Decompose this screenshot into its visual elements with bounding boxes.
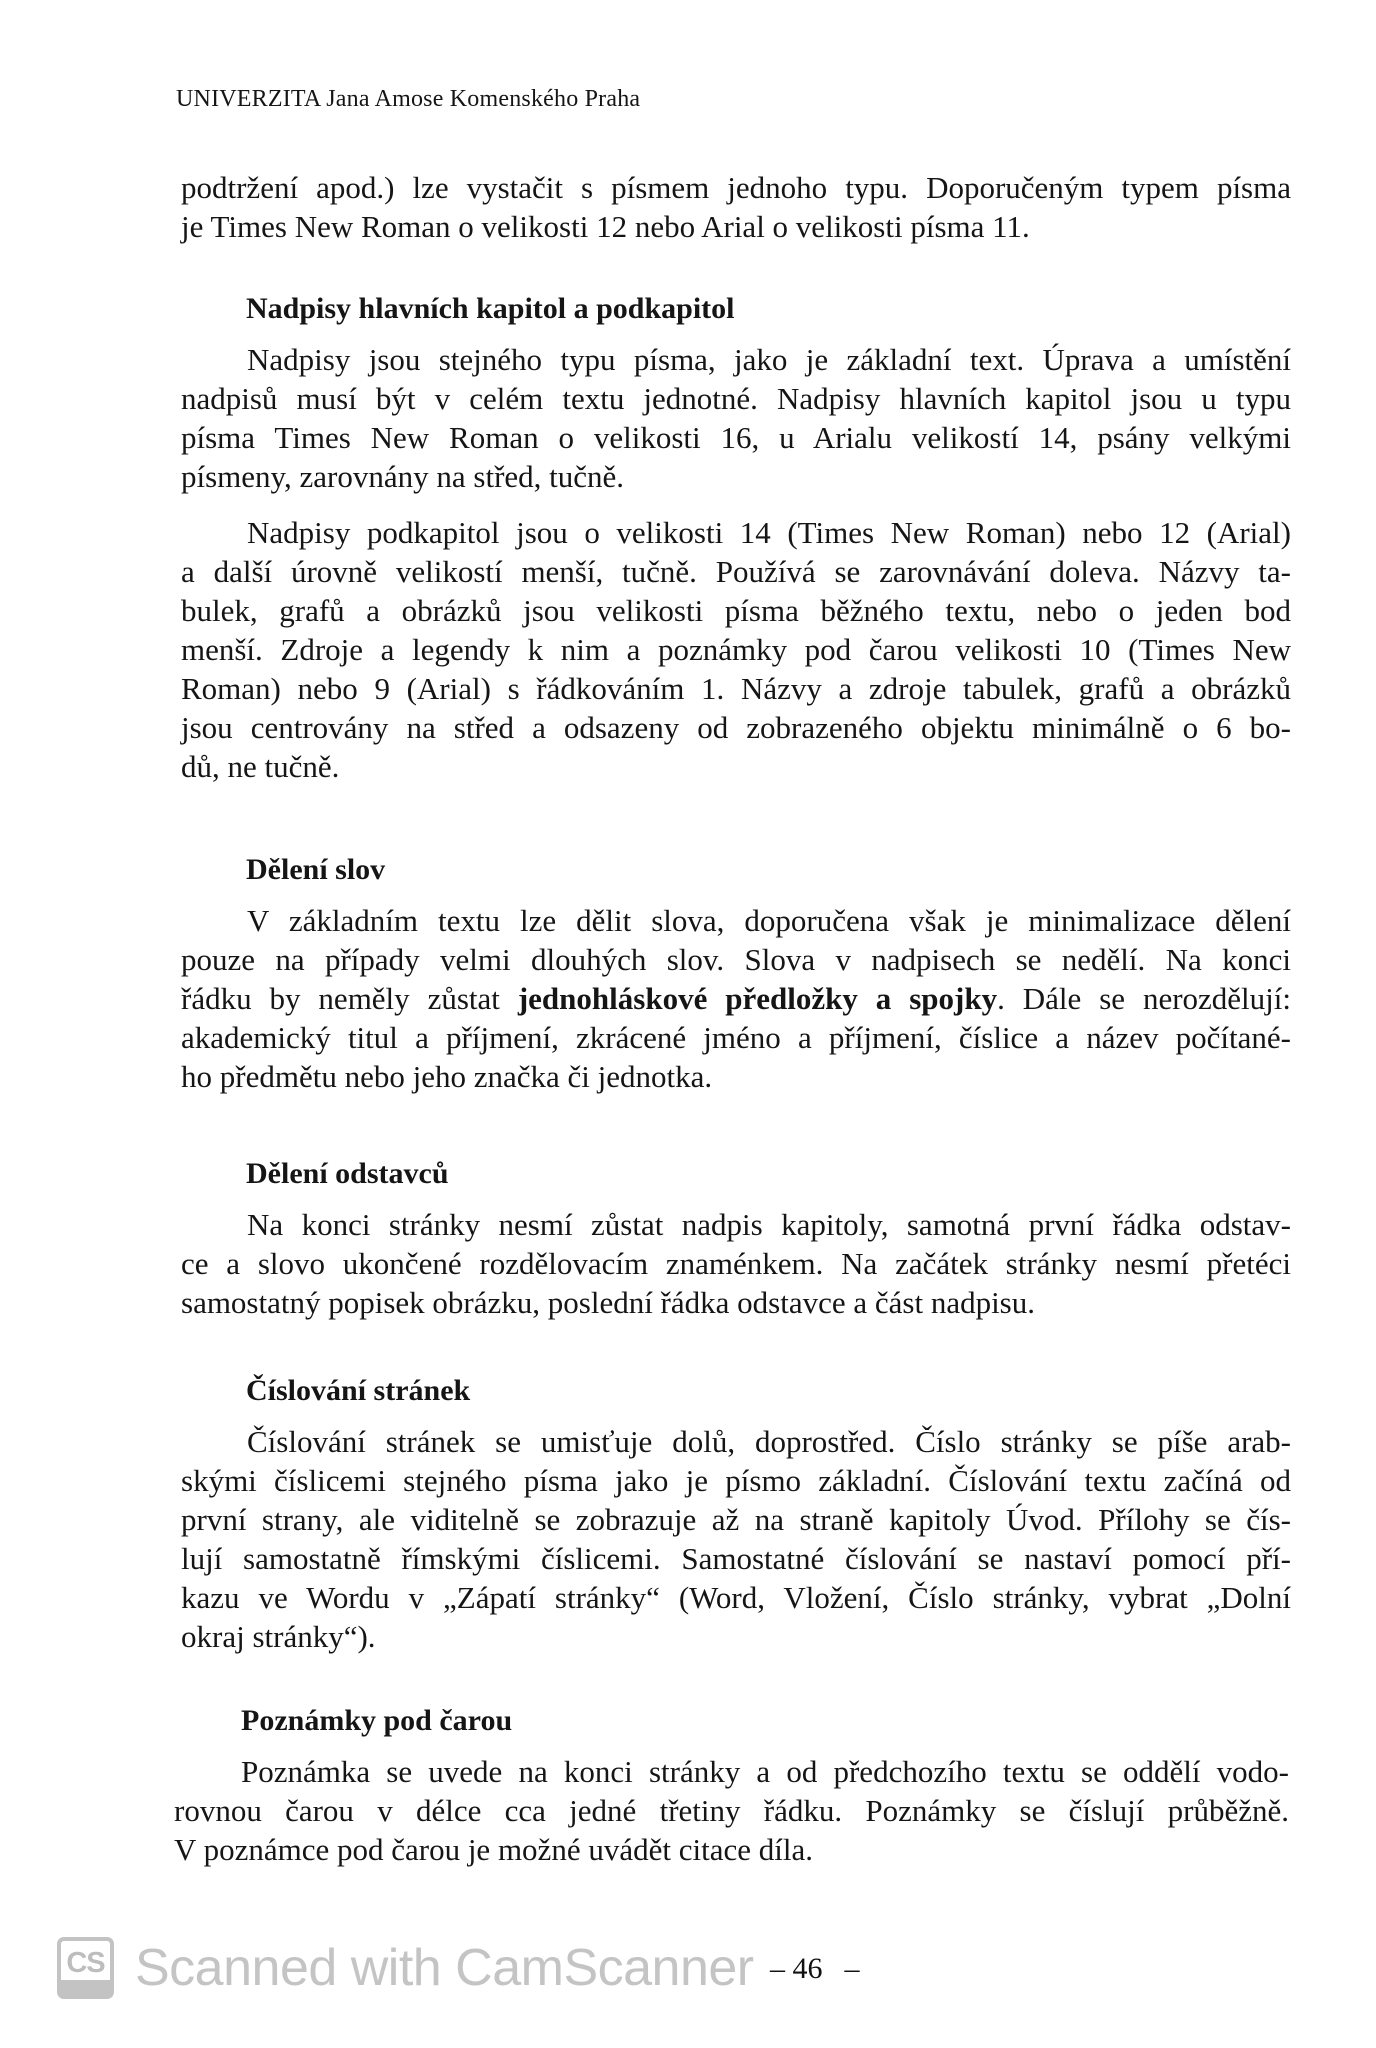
paragraph-line: samostatný popisek obrázku, poslední řádka odstavce a část nadpisu.: [181, 1285, 1035, 1320]
paragraph-line: první strany, ale viditelně se zobrazuje až na straně kapitoly Úvod. Přílohy se čís-: [181, 1502, 1291, 1537]
paragraph-line: Číslování stránek se umisťuje dolů, doprostřed. Číslo stránky se píše arab-: [247, 1424, 1291, 1459]
paragraph-line: dů, ne tučně.: [181, 749, 340, 784]
camscanner-logo-icon: CS: [57, 1937, 114, 1999]
paragraph-line: rovnou čarou v délce cca jedné třetiny řádku. Poznámky se číslují průběžně.: [174, 1793, 1289, 1828]
paragraph-line: [181, 979, 1291, 1018]
paragraph-line: Na konci stránky nesmí zůstat nadpis kapitoly, samotná první řádka odstav-: [247, 1207, 1291, 1242]
paragraph-line: Roman) nebo 9 (Arial) s řádkováním 1. Názvy a zdroje tabulek, grafů a obrázků: [181, 671, 1291, 706]
text-run: . Dále se nerozdělují:: [997, 981, 1291, 1016]
paragraph-line: ce a slovo ukončené rozdělovacím znaménkem. Na začátek stránky nesmí přetéci: [181, 1246, 1291, 1281]
paragraph-line: okraj stránky“).: [181, 1619, 376, 1654]
paragraph-line: a další úrovně velikostí menší, tučně. Používá se zarovnávání doleva. Názvy ta-: [181, 554, 1291, 589]
section-heading: Dělení odstavců: [246, 1157, 449, 1190]
text-run: řádku by neměly zůstat: [181, 981, 518, 1016]
section-heading: Nadpisy hlavních kapitol a podkapitol: [246, 292, 735, 325]
paragraph-line: menší. Zdroje a legendy k nim a poznámky pod čarou velikosti 10 (Times New: [181, 632, 1291, 667]
page-number: – 46: [770, 1952, 823, 1985]
intro-line: podtržení apod.) lze vystačit s písmem jednoho typu. Doporučeným typem písma: [181, 170, 1291, 205]
paragraph-line: Poznámka se uvede na konci stránky a od předchozího textu se oddělí vodo-: [241, 1754, 1289, 1789]
paragraph-line: Nadpisy jsou stejného typu písma, jako je základní text. Úprava a umístění: [247, 342, 1291, 377]
paragraph-line: bulek, grafů a obrázků jsou velikosti písma běžného textu, nebo o jeden bod: [181, 593, 1291, 628]
paragraph-line: písma Times New Roman o velikosti 16, u Arialu velikostí 14, psány velkými: [181, 420, 1291, 455]
paragraph-line: ho předmětu nebo jeho značka či jednotka.: [181, 1059, 713, 1094]
scanner-watermark: Scanned with CamScanner: [135, 1939, 754, 1997]
section-heading: Dělení slov: [246, 853, 386, 886]
paragraph-line: písmeny, zarovnány na střed, tučně.: [181, 459, 625, 494]
section-heading: Poznámky pod čarou: [241, 1704, 513, 1737]
intro-line: je Times New Roman o velikosti 12 nebo Arial o velikosti písma 11.: [181, 209, 1030, 244]
paragraph-line: lují samostatně římskými číslicemi. Samostatné číslování se nastaví pomocí pří-: [181, 1541, 1291, 1576]
paragraph-line: V základním textu lze dělit slova, doporučena však je minimalizace dělení: [247, 903, 1291, 938]
page-number-group: [770, 1952, 860, 1986]
paragraph-line: nadpisů musí být v celém textu jednotné. Nadpisy hlavních kapitol jsou u typu: [181, 381, 1291, 416]
bold-emphasis: jednohláskové předložky a spojky: [517, 981, 998, 1016]
page-number-dash: –: [844, 1952, 860, 1985]
section-heading: Číslování stránek: [246, 1374, 471, 1407]
paragraph-line: pouze na případy velmi dlouhých slov. Slova v nadpisech se nedělí. Na konci: [181, 942, 1291, 977]
paragraph-line: Nadpisy podkapitol jsou o velikosti 14 (Times New Roman) nebo 12 (Arial): [247, 515, 1291, 550]
paragraph-line: akademický titul a příjmení, zkrácené jméno a příjmení, číslice a název počítané-: [181, 1020, 1291, 1055]
paragraph-line: kazu ve Wordu v „Zápatí stránky“ (Word, Vložení, Číslo stránky, vybrat „Dolní: [181, 1580, 1291, 1615]
paragraph-line: V poznámce pod čarou je možné uvádět citace díla.: [174, 1832, 813, 1867]
paragraph-line: skými číslicemi stejného písma jako je písmo základní. Číslování textu začíná od: [181, 1463, 1291, 1498]
paragraph-line: jsou centrovány na střed a odsazeny od zobrazeného objektu minimálně o 6 bo-: [181, 710, 1291, 745]
running-header: UNIVERZITA Jana Amose Komenského Praha: [176, 86, 641, 112]
